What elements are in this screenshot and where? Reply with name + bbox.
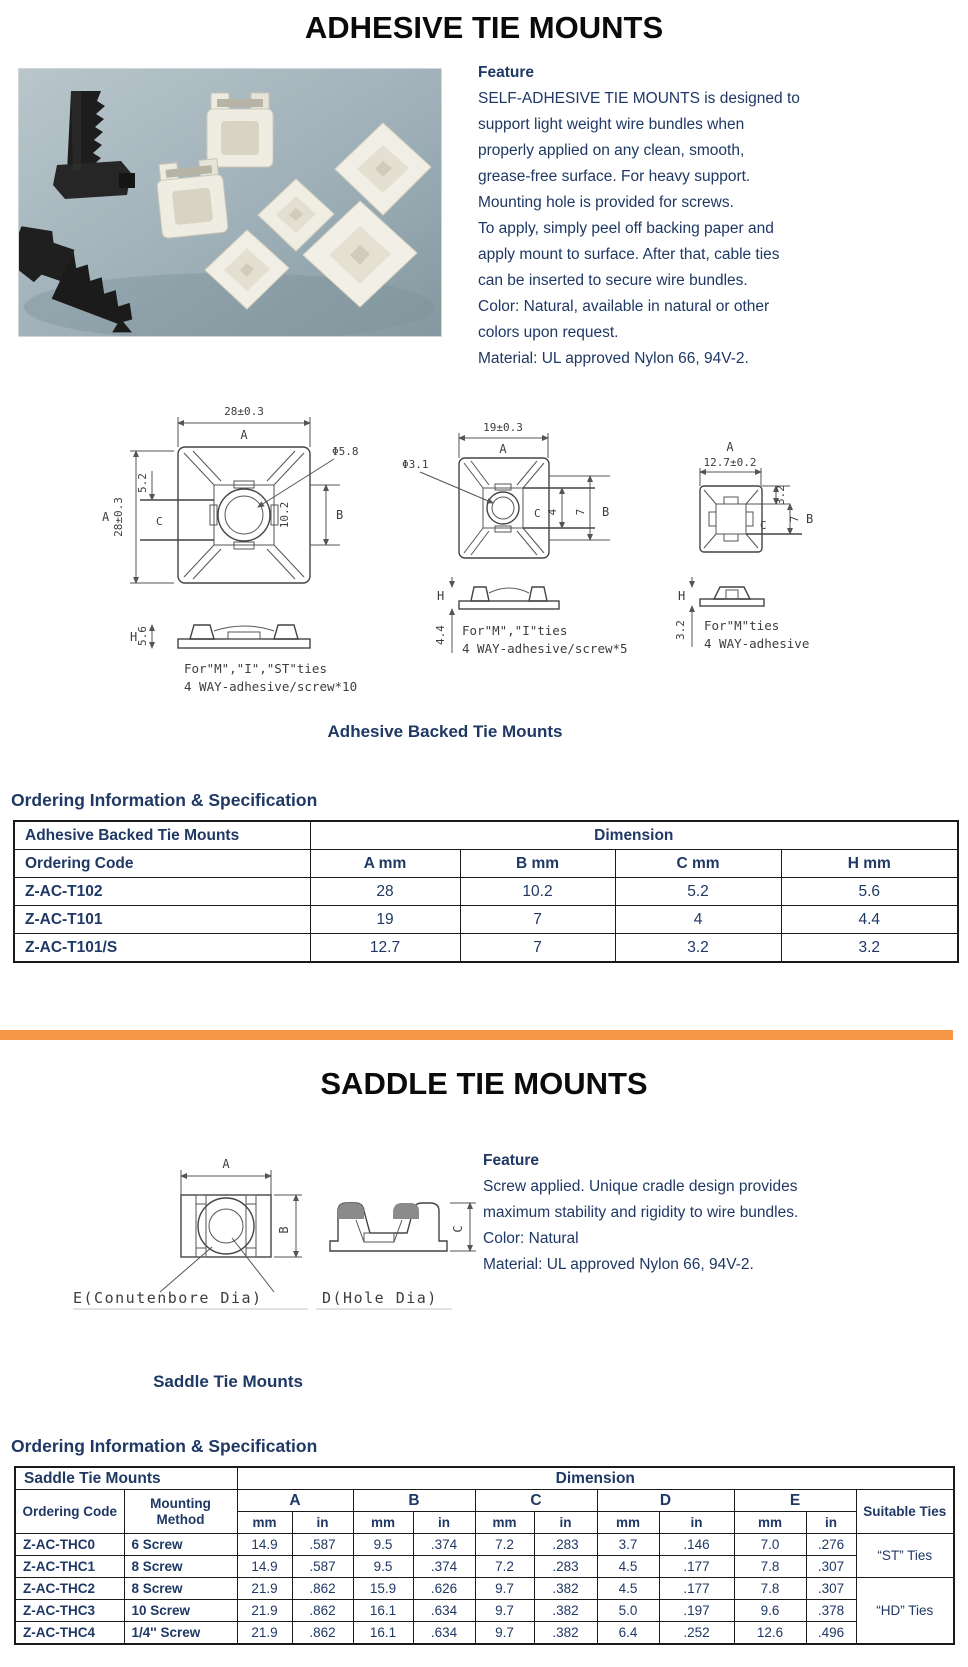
feature-line: Material: UL approved Nylon 66, 94V-2. <box>483 1256 754 1273</box>
axis-label: A <box>726 440 734 454</box>
ordering-code-cell: Z-AC-THC2 <box>15 1578 124 1600</box>
drawing-note: 4 WAY-adhesive/screw*10 <box>184 679 358 694</box>
spec-cell: .382 <box>534 1578 597 1600</box>
spec-cell: 4.4 <box>781 906 958 934</box>
feature-line: Screw applied. Unique cradle design provides <box>483 1178 798 1195</box>
feature-line: can be inserted to secure wire bundles. <box>478 272 748 289</box>
axis-label: C <box>760 519 767 532</box>
spec-cell: .382 <box>534 1600 597 1622</box>
drawing-note: For"M","I"ties <box>462 623 568 638</box>
spec-cell: .283 <box>534 1556 597 1578</box>
axis-label: C <box>534 507 541 520</box>
unit-header: mm <box>734 1512 806 1534</box>
axis-label: A <box>102 510 110 524</box>
spec-cell: .276 <box>806 1534 856 1556</box>
column-header-cell: H mm <box>781 850 958 878</box>
spec-cell: 6.4 <box>597 1622 659 1645</box>
feature-line: SELF-ADHESIVE TIE MOUNTS is designed to <box>478 90 800 107</box>
adhesive-spec-table <box>13 820 959 963</box>
dim-label: 3.2 <box>774 485 787 505</box>
spec-cell: .146 <box>659 1534 734 1556</box>
spec-cell: 7.8 <box>734 1556 806 1578</box>
counterbore-label: E(Conutenbore Dia) <box>73 1289 263 1307</box>
dim-label: 7 <box>574 508 587 516</box>
hole-dia-label: Φ5.8 <box>332 445 359 458</box>
profile-view <box>459 587 559 609</box>
spec-cell: 7.2 <box>475 1534 534 1556</box>
saddle-mount-photo-1 <box>207 93 273 167</box>
dim-label: 28±0.3 <box>112 497 125 537</box>
saddle-section-title: SADDLE TIE MOUNTS <box>320 1066 648 1101</box>
spec-cell: 16.1 <box>353 1622 413 1645</box>
suitable-ties-cell: “HD” Ties <box>856 1578 954 1645</box>
spec-cell: 9.7 <box>475 1622 534 1645</box>
spec-cell: 5.2 <box>615 878 781 906</box>
table-row <box>14 906 958 934</box>
spec-cell: .177 <box>659 1556 734 1578</box>
axis-label: B <box>277 1226 291 1234</box>
mounting-method-cell: 6 Screw <box>124 1534 237 1556</box>
suitable-ties-header: Suitable Ties <box>856 1490 954 1534</box>
feature-heading: Feature <box>483 1152 539 1169</box>
unit-header: in <box>659 1512 734 1534</box>
feature-line: Color: Natural, available in natural or other <box>478 298 770 315</box>
spec-cell: 9.7 <box>475 1600 534 1622</box>
column-header-cell: C mm <box>615 850 781 878</box>
unit-header: in <box>806 1512 856 1534</box>
table-row <box>14 934 958 963</box>
spec-cell: 19 <box>310 906 460 934</box>
drawing-note: For"M","I","ST"ties <box>184 661 327 676</box>
column-header-cell: B mm <box>460 850 615 878</box>
dim-label: 28±0.3 <box>224 405 264 418</box>
table-row <box>14 878 958 906</box>
drawing-note: For"M"ties <box>704 618 780 633</box>
dim-letter-header: D <box>597 1490 734 1512</box>
spec-cell: 15.9 <box>353 1578 413 1600</box>
spec-cell: 7 <box>460 934 615 963</box>
unit-header: mm <box>237 1512 292 1534</box>
dimension-header-cell: Dimension <box>237 1467 954 1490</box>
adhesive-section-title: ADHESIVE TIE MOUNTS <box>304 10 664 45</box>
table-row <box>14 821 958 850</box>
ordering-code-cell: Z-AC-THC3 <box>15 1600 124 1622</box>
ordering-code-cell: Z-AC-T102 <box>14 878 310 906</box>
mounting-method-header: Mounting Method <box>124 1490 237 1534</box>
mounting-method-cell: 10 Screw <box>124 1600 237 1622</box>
spec-cell: 9.6 <box>734 1600 806 1622</box>
hole-dia-label: Φ3.1 <box>402 458 429 471</box>
ordering-code-cell: Z-AC-THC0 <box>15 1534 124 1556</box>
unit-header: in <box>292 1512 353 1534</box>
dim-label: 5.2 <box>136 473 149 493</box>
spec-cell: .177 <box>659 1578 734 1600</box>
table-row <box>15 1622 954 1645</box>
spec-cell: 7 <box>460 906 615 934</box>
unit-header: in <box>413 1512 475 1534</box>
axis-label: B <box>336 508 344 522</box>
spec-cell: .374 <box>413 1534 475 1556</box>
spec-cell: 7.0 <box>734 1534 806 1556</box>
drawing-mount-19mm <box>402 421 628 656</box>
spec-cell: 16.1 <box>353 1600 413 1622</box>
axis-label: A <box>499 442 507 456</box>
feature-line: colors upon request. <box>478 324 619 341</box>
mounting-method-cell: 8 Screw <box>124 1556 237 1578</box>
technical-drawings <box>90 385 968 715</box>
dim-label: 12.7±0.2 <box>703 456 757 469</box>
feature-line: apply mount to surface. After that, cable ties <box>478 246 780 263</box>
adhesive-feature-block <box>478 60 898 372</box>
spec-cell: .587 <box>292 1556 353 1578</box>
axis-label: H <box>678 589 686 603</box>
spec-cell: 3.2 <box>781 934 958 963</box>
spec-cell: 4 <box>615 906 781 934</box>
feature-line: properly applied on any clean, smooth, <box>478 142 745 159</box>
table-row <box>15 1600 954 1622</box>
saddle-front-view <box>181 1157 302 1257</box>
feature-line: support light weight wire bundles when <box>478 116 745 133</box>
saddle-drawing-caption: Saddle Tie Mounts <box>153 1372 303 1391</box>
dim-label: 19±0.3 <box>483 421 523 434</box>
drawing-mount-28mm <box>102 405 359 694</box>
spec-cell: .374 <box>413 1556 475 1578</box>
spec-cell: 21.9 <box>237 1578 292 1600</box>
profile-view <box>700 587 764 606</box>
spec-cell: .307 <box>806 1578 856 1600</box>
spec-cell: 3.2 <box>615 934 781 963</box>
unit-header: mm <box>353 1512 413 1534</box>
drawing-note: 4 WAY-adhesive <box>704 636 810 651</box>
saddle-spec-table <box>14 1466 955 1645</box>
cross-arms <box>704 490 758 548</box>
spec-cell: 28 <box>310 878 460 906</box>
orange-divider <box>0 1030 953 1040</box>
table-row <box>15 1556 954 1578</box>
saddle-leader-labels <box>73 1238 452 1309</box>
product-photo-image <box>19 69 441 336</box>
column-header-cell: A mm <box>310 850 460 878</box>
spec-cell: 12.6 <box>734 1622 806 1645</box>
axis-label: C <box>451 1225 465 1233</box>
table-row <box>14 850 958 878</box>
spec-cell: 9.5 <box>353 1556 413 1578</box>
dim-label: 10.2 <box>278 501 291 529</box>
adhesive-drawing-caption: Adhesive Backed Tie Mounts <box>327 722 563 741</box>
spec-cell: 3.7 <box>597 1534 659 1556</box>
ordering-code-header: Ordering Code <box>15 1490 124 1534</box>
spec-cell: 5.0 <box>597 1600 659 1622</box>
feature-line: maximum stability and rigidity to wire bundles. <box>483 1204 799 1221</box>
spec-cell: .378 <box>806 1600 856 1622</box>
ordering-heading-1: Ordering Information & Specification <box>11 790 318 810</box>
spec-cell: .307 <box>806 1556 856 1578</box>
spec-cell: .496 <box>806 1622 856 1645</box>
spec-cell: .382 <box>534 1622 597 1645</box>
cross-arms <box>464 461 544 555</box>
suitable-ties-cell: “ST” Ties <box>856 1534 954 1578</box>
mounting-method-cell: 8 Screw <box>124 1578 237 1600</box>
axis-label: B <box>602 505 610 519</box>
feature-heading: Feature <box>478 64 534 81</box>
dim-letter-header: B <box>353 1490 475 1512</box>
dim-letter-header: E <box>734 1490 856 1512</box>
spec-cell: .634 <box>413 1600 475 1622</box>
spec-cell: 4.5 <box>597 1556 659 1578</box>
profile-view <box>178 625 310 648</box>
hole-dia-label: D(Hole Dia) <box>322 1289 438 1307</box>
dimension-header-cell: Dimension <box>310 821 958 850</box>
ordering-code-cell: Z-AC-T101 <box>14 906 310 934</box>
ordering-heading-2: Ordering Information & Specification <box>11 1436 318 1456</box>
feature-line: To apply, simply peel off backing paper and <box>478 220 774 237</box>
spec-cell: .862 <box>292 1622 353 1645</box>
dim-label: 5.6 <box>136 626 149 646</box>
ordering-code-cell: Z-AC-T101/S <box>14 934 310 963</box>
spec-cell: .862 <box>292 1578 353 1600</box>
spec-cell: .634 <box>413 1622 475 1645</box>
dim-letter-header: C <box>475 1490 597 1512</box>
spec-cell: .252 <box>659 1622 734 1645</box>
spec-cell: 5.6 <box>781 878 958 906</box>
ordering-code-cell: Z-AC-THC4 <box>15 1622 124 1645</box>
drawing-note: 4 WAY-adhesive/screw*5 <box>462 641 628 656</box>
spec-cell: 9.5 <box>353 1534 413 1556</box>
spec-cell: .587 <box>292 1534 353 1556</box>
unit-header: in <box>534 1512 597 1534</box>
product-photo <box>18 68 442 337</box>
spec-cell: 10.2 <box>460 878 615 906</box>
spec-cell: 14.9 <box>237 1556 292 1578</box>
unit-header: mm <box>475 1512 534 1534</box>
table-row <box>15 1534 954 1556</box>
saddle-mount-photo-2 <box>155 158 228 238</box>
feature-line: Material: UL approved Nylon 66, 94V-2. <box>478 350 749 367</box>
ordering-code-cell: Z-AC-THC1 <box>15 1556 124 1578</box>
saddle-feature-block <box>483 1148 923 1278</box>
table-row <box>15 1490 954 1512</box>
dim-label: 4.4 <box>434 625 447 645</box>
feature-line: grease-free surface. For heavy support. <box>478 168 751 185</box>
spec-cell: 21.9 <box>237 1622 292 1645</box>
spec-cell: 4.5 <box>597 1578 659 1600</box>
dim-label: 7 <box>788 515 801 523</box>
spec-cell: .862 <box>292 1600 353 1622</box>
mounting-method-cell: 1/4'' Screw <box>124 1622 237 1645</box>
group-header-cell: Adhesive Backed Tie Mounts <box>14 821 310 850</box>
table-row <box>15 1578 954 1600</box>
spec-cell: 7.8 <box>734 1578 806 1600</box>
spec-cell: 14.9 <box>237 1534 292 1556</box>
axis-label: H <box>437 589 445 603</box>
spec-cell: 7.2 <box>475 1556 534 1578</box>
saddle-side-view <box>330 1203 476 1251</box>
axis-label: H <box>130 630 138 644</box>
axis-label: A <box>240 428 248 442</box>
dim-label: 4 <box>546 508 559 516</box>
spec-cell: 12.7 <box>310 934 460 963</box>
table-row <box>15 1467 954 1490</box>
feature-line: Mounting hole is provided for screws. <box>478 194 734 211</box>
dim-letter-header: A <box>237 1490 353 1512</box>
group-header-cell: Saddle Tie Mounts <box>15 1467 237 1490</box>
dim-label: 3.2 <box>674 620 687 640</box>
spec-cell: .283 <box>534 1534 597 1556</box>
unit-header: mm <box>597 1512 659 1534</box>
column-header-cell: Ordering Code <box>14 850 310 878</box>
spec-cell: .626 <box>413 1578 475 1600</box>
feature-line: Color: Natural <box>483 1230 579 1247</box>
axis-label: A <box>222 1157 230 1171</box>
drawing-mount-12mm <box>674 440 813 651</box>
axis-label: C <box>156 515 163 528</box>
spec-cell: .197 <box>659 1600 734 1622</box>
spec-cell: 21.9 <box>237 1600 292 1622</box>
spec-cell: 9.7 <box>475 1578 534 1600</box>
axis-label: B <box>806 512 814 526</box>
